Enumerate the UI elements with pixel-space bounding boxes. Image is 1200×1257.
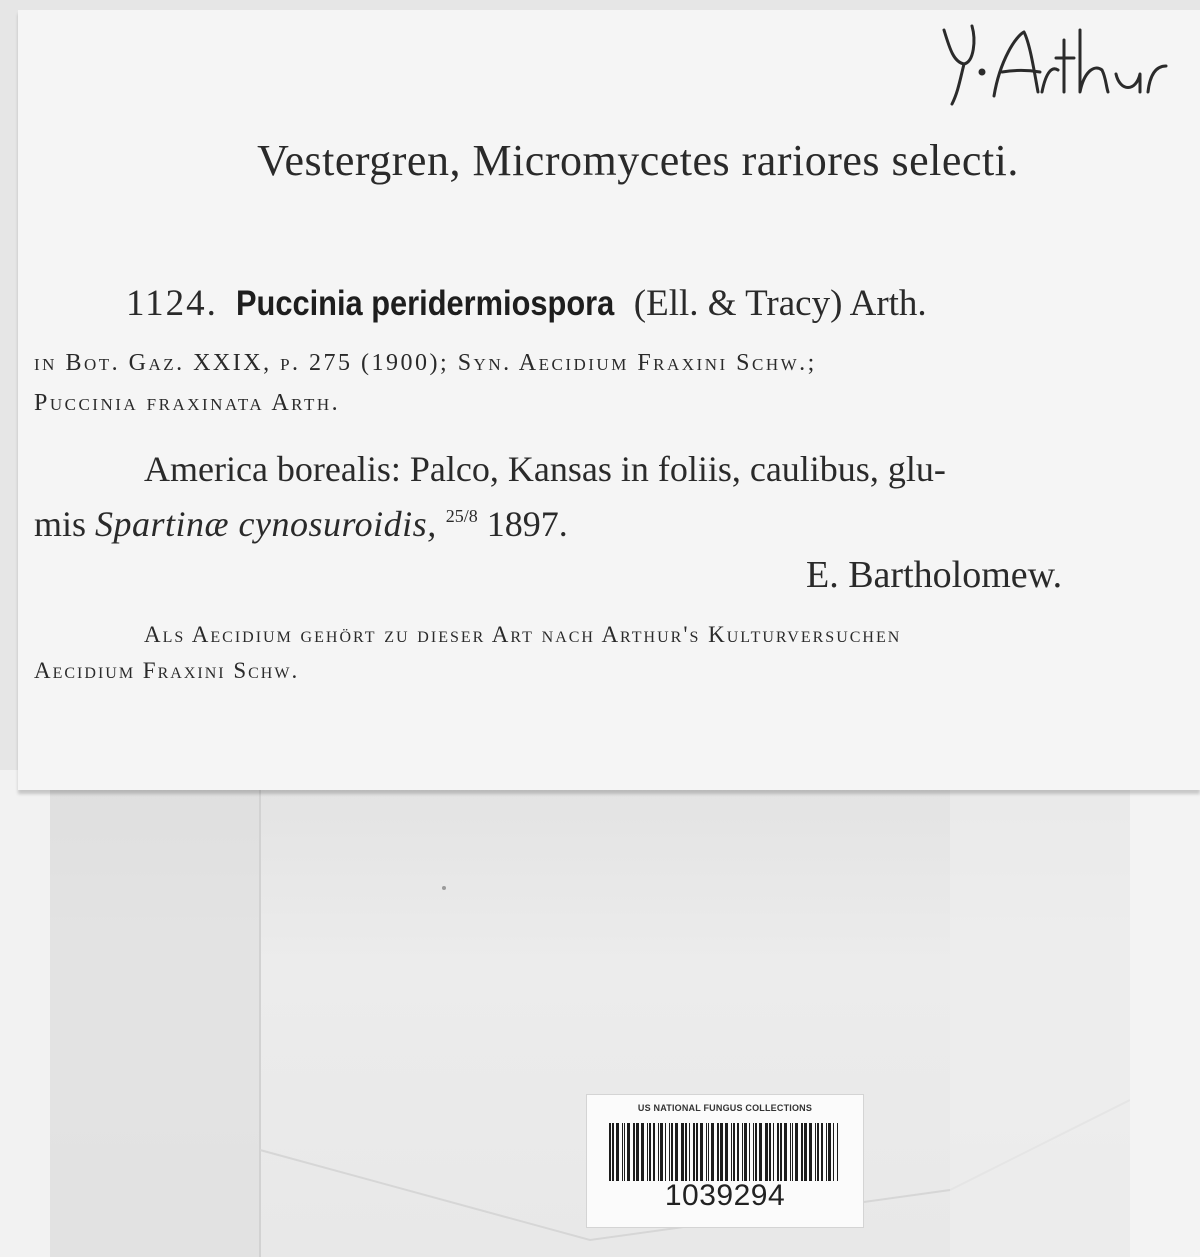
handwritten-annotation — [930, 0, 1180, 120]
barcode-number: 1039294 — [664, 1179, 786, 1212]
series-title: Vestergren, Micromycetes rariores selecti. — [257, 136, 1019, 185]
host-name: Spartinæ cynosuroidis, — [95, 504, 437, 544]
background-right — [1130, 770, 1200, 1257]
collection-year: 1897. — [486, 504, 568, 544]
barcode-label — [586, 1094, 864, 1228]
collector-name: E. Bartholomew. — [806, 554, 1063, 596]
note-line: Aecidium Fraxini Schw. — [34, 658, 300, 683]
specimen-authority: (Ell. & Tracy) Arth. — [633, 283, 927, 324]
locality-line — [34, 503, 568, 545]
note-line: Als Aecidium gehört zu dieser Art nach Arthur's Kulturversuchen — [144, 622, 902, 647]
specimen-number: 1124. — [126, 283, 218, 324]
specimen-heading — [126, 282, 927, 325]
citation-line: in Bot. Gaz. XXIX, p. 275 (1900); Syn. Aecidium Fraxini Schw.; — [34, 350, 817, 376]
background-left — [0, 770, 50, 1257]
printed-label — [18, 10, 1200, 790]
barcode-header: US NATIONAL FUNGUS COLLECTIONS — [637, 1103, 813, 1113]
locality-line: America borealis: Palco, Kansas in foliis, caulibus, glu- — [144, 449, 946, 489]
collection-date-fraction: 25/8 — [445, 506, 478, 526]
locality-prefix: mis — [34, 504, 87, 544]
citation-line: Puccinia fraxinata Arth. — [34, 390, 341, 416]
barcode-icon — [607, 1123, 843, 1181]
specimen-name: Puccinia peridermiospora — [235, 284, 615, 323]
